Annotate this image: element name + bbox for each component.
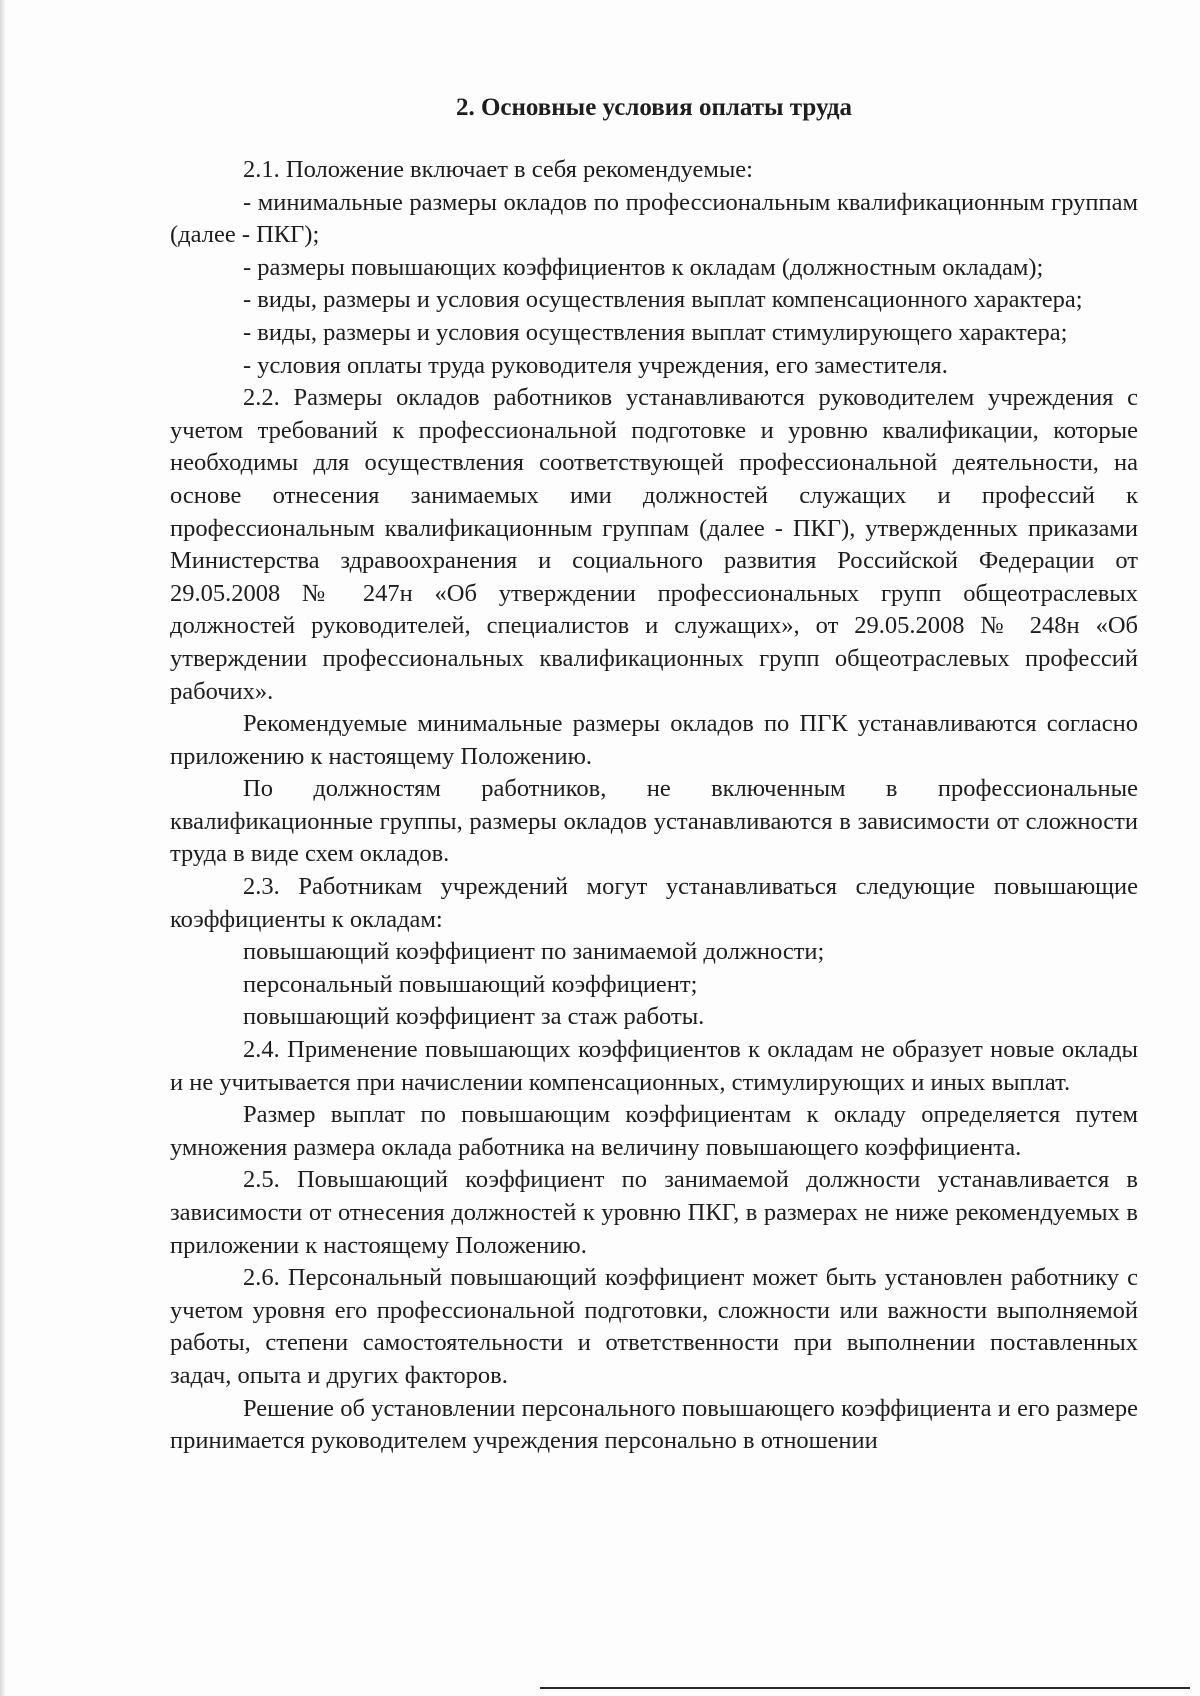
paragraph-2-3: 2.3. Работникам учреждений могут устанавливаться следующие повышающие коэффициенты к окладам: [170, 873, 1138, 933]
list-item-compensation: - виды, размеры и условия осуществления выплат компенсационного характера; [243, 286, 1083, 314]
paragraph-recommended-min: Рекомендуемые минимальные размеры окладов по ПГК устанавливаются согласно приложению к настоящему Положению. [170, 710, 1138, 770]
scan-shadow [0, 0, 6, 1696]
list-item-incentive: - виды, размеры и условия осуществления выплат стимулирующего характера; [243, 318, 1068, 346]
paragraph-2-1: 2.1. Положение включает в себя рекомендуемые: [243, 156, 753, 183]
paragraph-decision: Решение об установлении персонального повышающего коэффициента и его размере принимается руководителем учреждения персонально в отношении [170, 1394, 1138, 1455]
list-item-seniority-coefficient: повышающий коэффициент за стаж работы. [243, 1003, 705, 1031]
list-item-director-pay: - условия оплаты труда руководителя учреждения, его заместителя. [243, 351, 948, 379]
list-item-coefficients: - размеры повышающих коэффициентов к окладам (должностным окладам); [243, 253, 1044, 281]
paragraph-2-6: 2.6. Персональный повышающий коэффициент может быть установлен работнику с учетом уровня его профессиональной подготовки, сложности или важности выполняемой работы, степени самостоятельности и ответственности при выполнении поставленных задач, опыта и других факторов. [170, 1264, 1138, 1389]
list-item-min-salaries: - минимальные размеры окладов по профессиональным квалификационным группам (далее - ПКГ); [170, 188, 1138, 249]
paragraph-2-4: 2.4. Применение повышающих коэффициентов к окладам не образует новые оклады и не учитывается при начислении компенсационных, стимулирующих и иных выплат. [170, 1036, 1138, 1096]
paragraph-other-positions: По должностям работников, не включенным в профессиональные квалификационные группы, размеры окладов устанавливаются в зависимости от сложности труда в виде схем окладов. [170, 775, 1138, 868]
paragraph-2-2: 2.2. Размеры окладов работников устанавливаются руководителем учреждения с учетом требований к профессиональной подготовке и уровню квалификации, которые необходимы для осуществления соответствующей профессиональной деятельности, на основе отнесения занимаемых ими должностей служащих и профессий к профессиональным квалификационным группам (далее - ПКГ), утвержденных приказами Министерства здравоохранения и социального развития Российской Федерации от 29.05.2008 № 247н «Об утверждении профессиональных групп общеотраслевых должностей руководителей, специалистов и служащих», от 29.05.2008 № 248н «Об утверждении профессиональных квалификационных групп общеотраслевых профессий рабочих». [170, 384, 1138, 705]
paragraph-payment-size: Размер выплат по повышающим коэффициентам к окладу определяется путем умножения размера оклада работника на величину повышающего коэффициента. [170, 1101, 1138, 1161]
page-bottom-rule [540, 1687, 1190, 1689]
section-title: 2. Основные условия оплаты труда [455, 94, 853, 121]
list-item-personal-coefficient: персональный повышающий коэффициент; [243, 970, 698, 998]
list-item-position-coefficient: повышающий коэффициент по занимаемой должности; [243, 938, 825, 966]
paragraph-2-5: 2.5. Повышающий коэффициент по занимаемой должности устанавливается в зависимости от отнесения должностей к уровню ПКГ, в размерах не ниже рекомендуемых в приложении к настоящему Положению. [170, 1166, 1138, 1259]
document-body [170, 92, 1138, 1458]
